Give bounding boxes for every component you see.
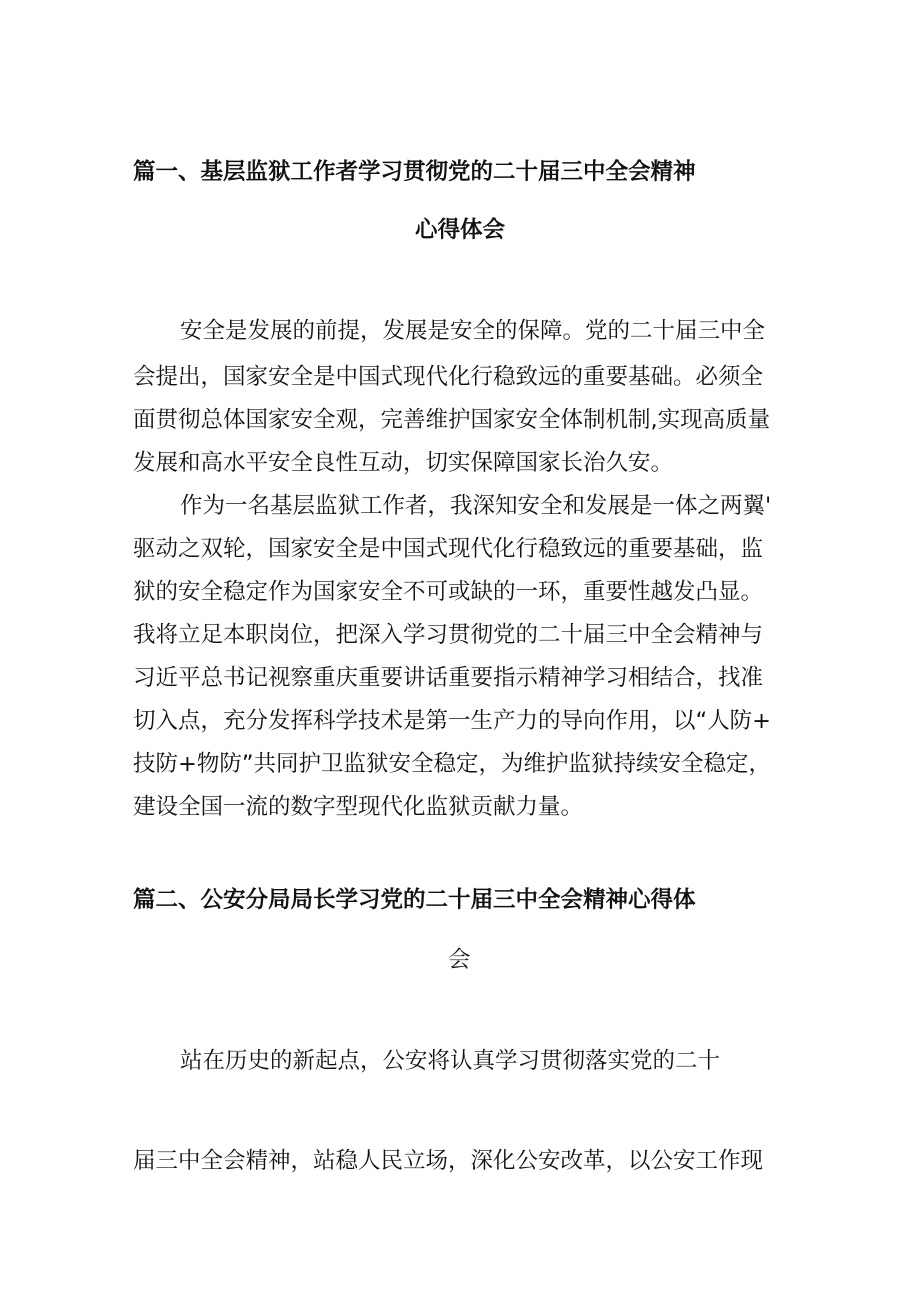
paragraph-line: 驱动之双轮，国家安全是中国式现代化行稳致远的重要基础，监	[133, 536, 764, 562]
section-1-title-continued: 心得体会	[415, 217, 506, 243]
paragraph-line: 建设全国一流的数字型现代化监狱贡献力量。	[133, 794, 584, 820]
paragraph-line: 届三中全会精神，站稳人民立场，深化公安改革，以公安工作现	[133, 1148, 764, 1174]
paragraph-line: 发展和高水平安全良性互动，切实保障国家长治久安。	[133, 450, 674, 476]
paragraph-line: 会提出，国家安全是中国式现代化行稳致远的重要基础。必须全	[133, 364, 764, 390]
section-2-title-continued: 会	[448, 947, 471, 973]
paragraph-line: 技防+物防”共同护卫监狱安全稳定，为维护监狱持续安全稳定，	[133, 751, 772, 777]
paragraph-line: 作为一名基层监狱工作者，我深知安全和发展是一体之两翼'	[180, 493, 772, 519]
paragraph-line: 切入点，充分发挥科学技术是第一生产力的导向作用，以“人防+	[133, 708, 772, 734]
paragraph-line: 安全是发展的前提，发展是安全的保障。党的二十届三中全	[180, 318, 766, 344]
section-1-title: 篇一、基层监狱工作者学习贯彻党的二十届三中全会精神	[133, 159, 696, 185]
paragraph-line: 站在历史的新起点，公安将认真学习贯彻落实党的二十	[180, 1048, 721, 1074]
paragraph-line: 习近平总书记视察重庆重要讲话重要指示精神学习相结合，找准	[133, 665, 764, 691]
paragraph-line: 狱的安全稳定作为国家安全不可或缺的一环，重要性越发凸显。	[133, 579, 764, 605]
paragraph-line: 面贯彻总体国家安全观，完善维护国家安全体制机制,实现高质量	[133, 407, 771, 433]
section-2-title: 篇二、公安分局局长学习党的二十届三中全会精神心得体	[133, 887, 696, 913]
paragraph-line: 我将立足本职岗位，把深入学习贯彻党的二十届三中全会精神与	[133, 622, 764, 648]
